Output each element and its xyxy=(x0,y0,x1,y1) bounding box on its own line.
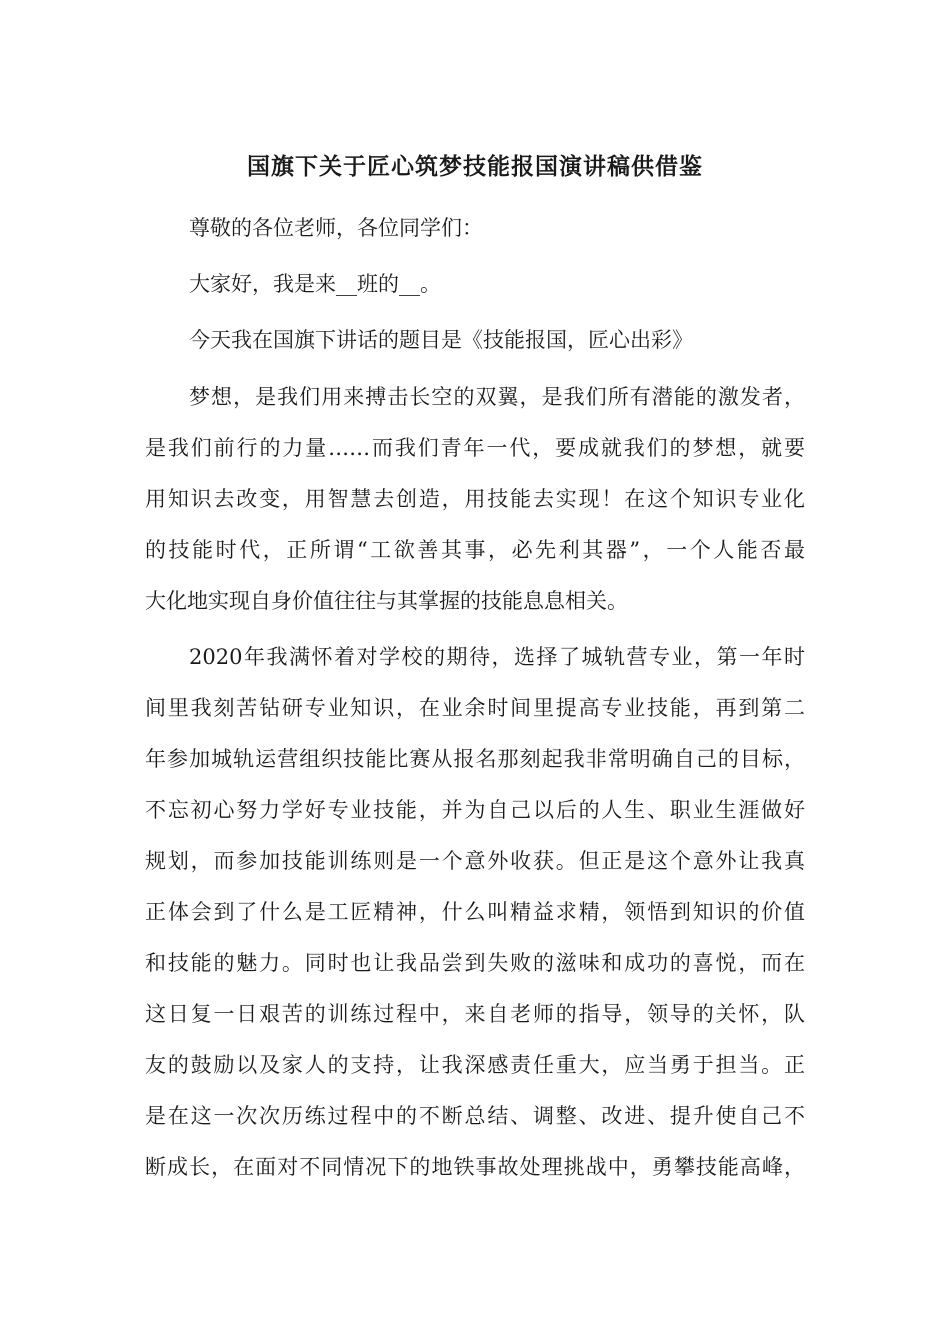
paragraph2-line: 2020年我满怀着对学校的期待，选择了城轨营专业，第一年时 xyxy=(189,645,805,669)
paragraph1-line: 梦想，是我们用来搏击长空的双翼，是我们所有潜能的激发者， xyxy=(189,385,805,409)
intro-line: 大家好，我是来__班的__。 xyxy=(189,272,441,296)
paragraph2-line: 这日复一日艰苦的训练过程中，来自老师的指导，领导的关怀，队 xyxy=(145,1002,805,1026)
paragraph2-line: 间里我刻苦钻研专业知识，在业余时间里提高专业技能，再到第二 xyxy=(145,696,805,720)
greeting-line: 尊敬的各位老师，各位同学们： xyxy=(189,216,483,240)
paragraph2-line: 是在这一次次历练过程中的不断总结、调整、改进、提升使自己不 xyxy=(145,1104,805,1128)
paragraph1-line: 用知识去改变，用智慧去创造，用技能去实现！在这个知识专业化 xyxy=(145,487,805,511)
paragraph2-line: 年参加城轨运营组织技能比赛从报名那刻起我非常明确自己的目标， xyxy=(145,747,805,771)
paragraph1-line: 大化地实现自身价值往往与其掌握的技能息息相关。 xyxy=(145,589,628,613)
paragraph1-line: 的技能时代，正所谓“工欲善其事，必先利其器”，一个人能否最 xyxy=(145,538,805,562)
paragraph1-line: 是我们前行的力量……而我们青年一代，要成就我们的梦想，就要 xyxy=(145,436,805,460)
paragraph2-line: 和技能的魅力。同时也让我品尝到失败的滋味和成功的喜悦，而在 xyxy=(145,951,805,975)
document-title: 国旗下关于匠心筑梦技能报国演讲稿供借鉴 xyxy=(247,154,703,180)
topic-line: 今天我在国旗下讲话的题目是《技能报国，匠心出彩》 xyxy=(189,328,693,352)
paragraph2-line: 断成长，在面对不同情况下的地铁事故处理挑战中，勇攀技能高峰， xyxy=(145,1155,805,1179)
paragraph2-line: 规划，而参加技能训练则是一个意外收获。但正是这个意外让我真 xyxy=(145,849,805,873)
paragraph2-line: 正体会到了什么是工匠精神，什么叫精益求精，领悟到知识的价值 xyxy=(145,900,805,924)
paragraph2-line: 友的鼓励以及家人的支持，让我深感责任重大，应当勇于担当。正 xyxy=(145,1053,805,1077)
paragraph2-line: 不忘初心努力学好专业技能，并为自己以后的人生、职业生涯做好 xyxy=(145,798,805,822)
